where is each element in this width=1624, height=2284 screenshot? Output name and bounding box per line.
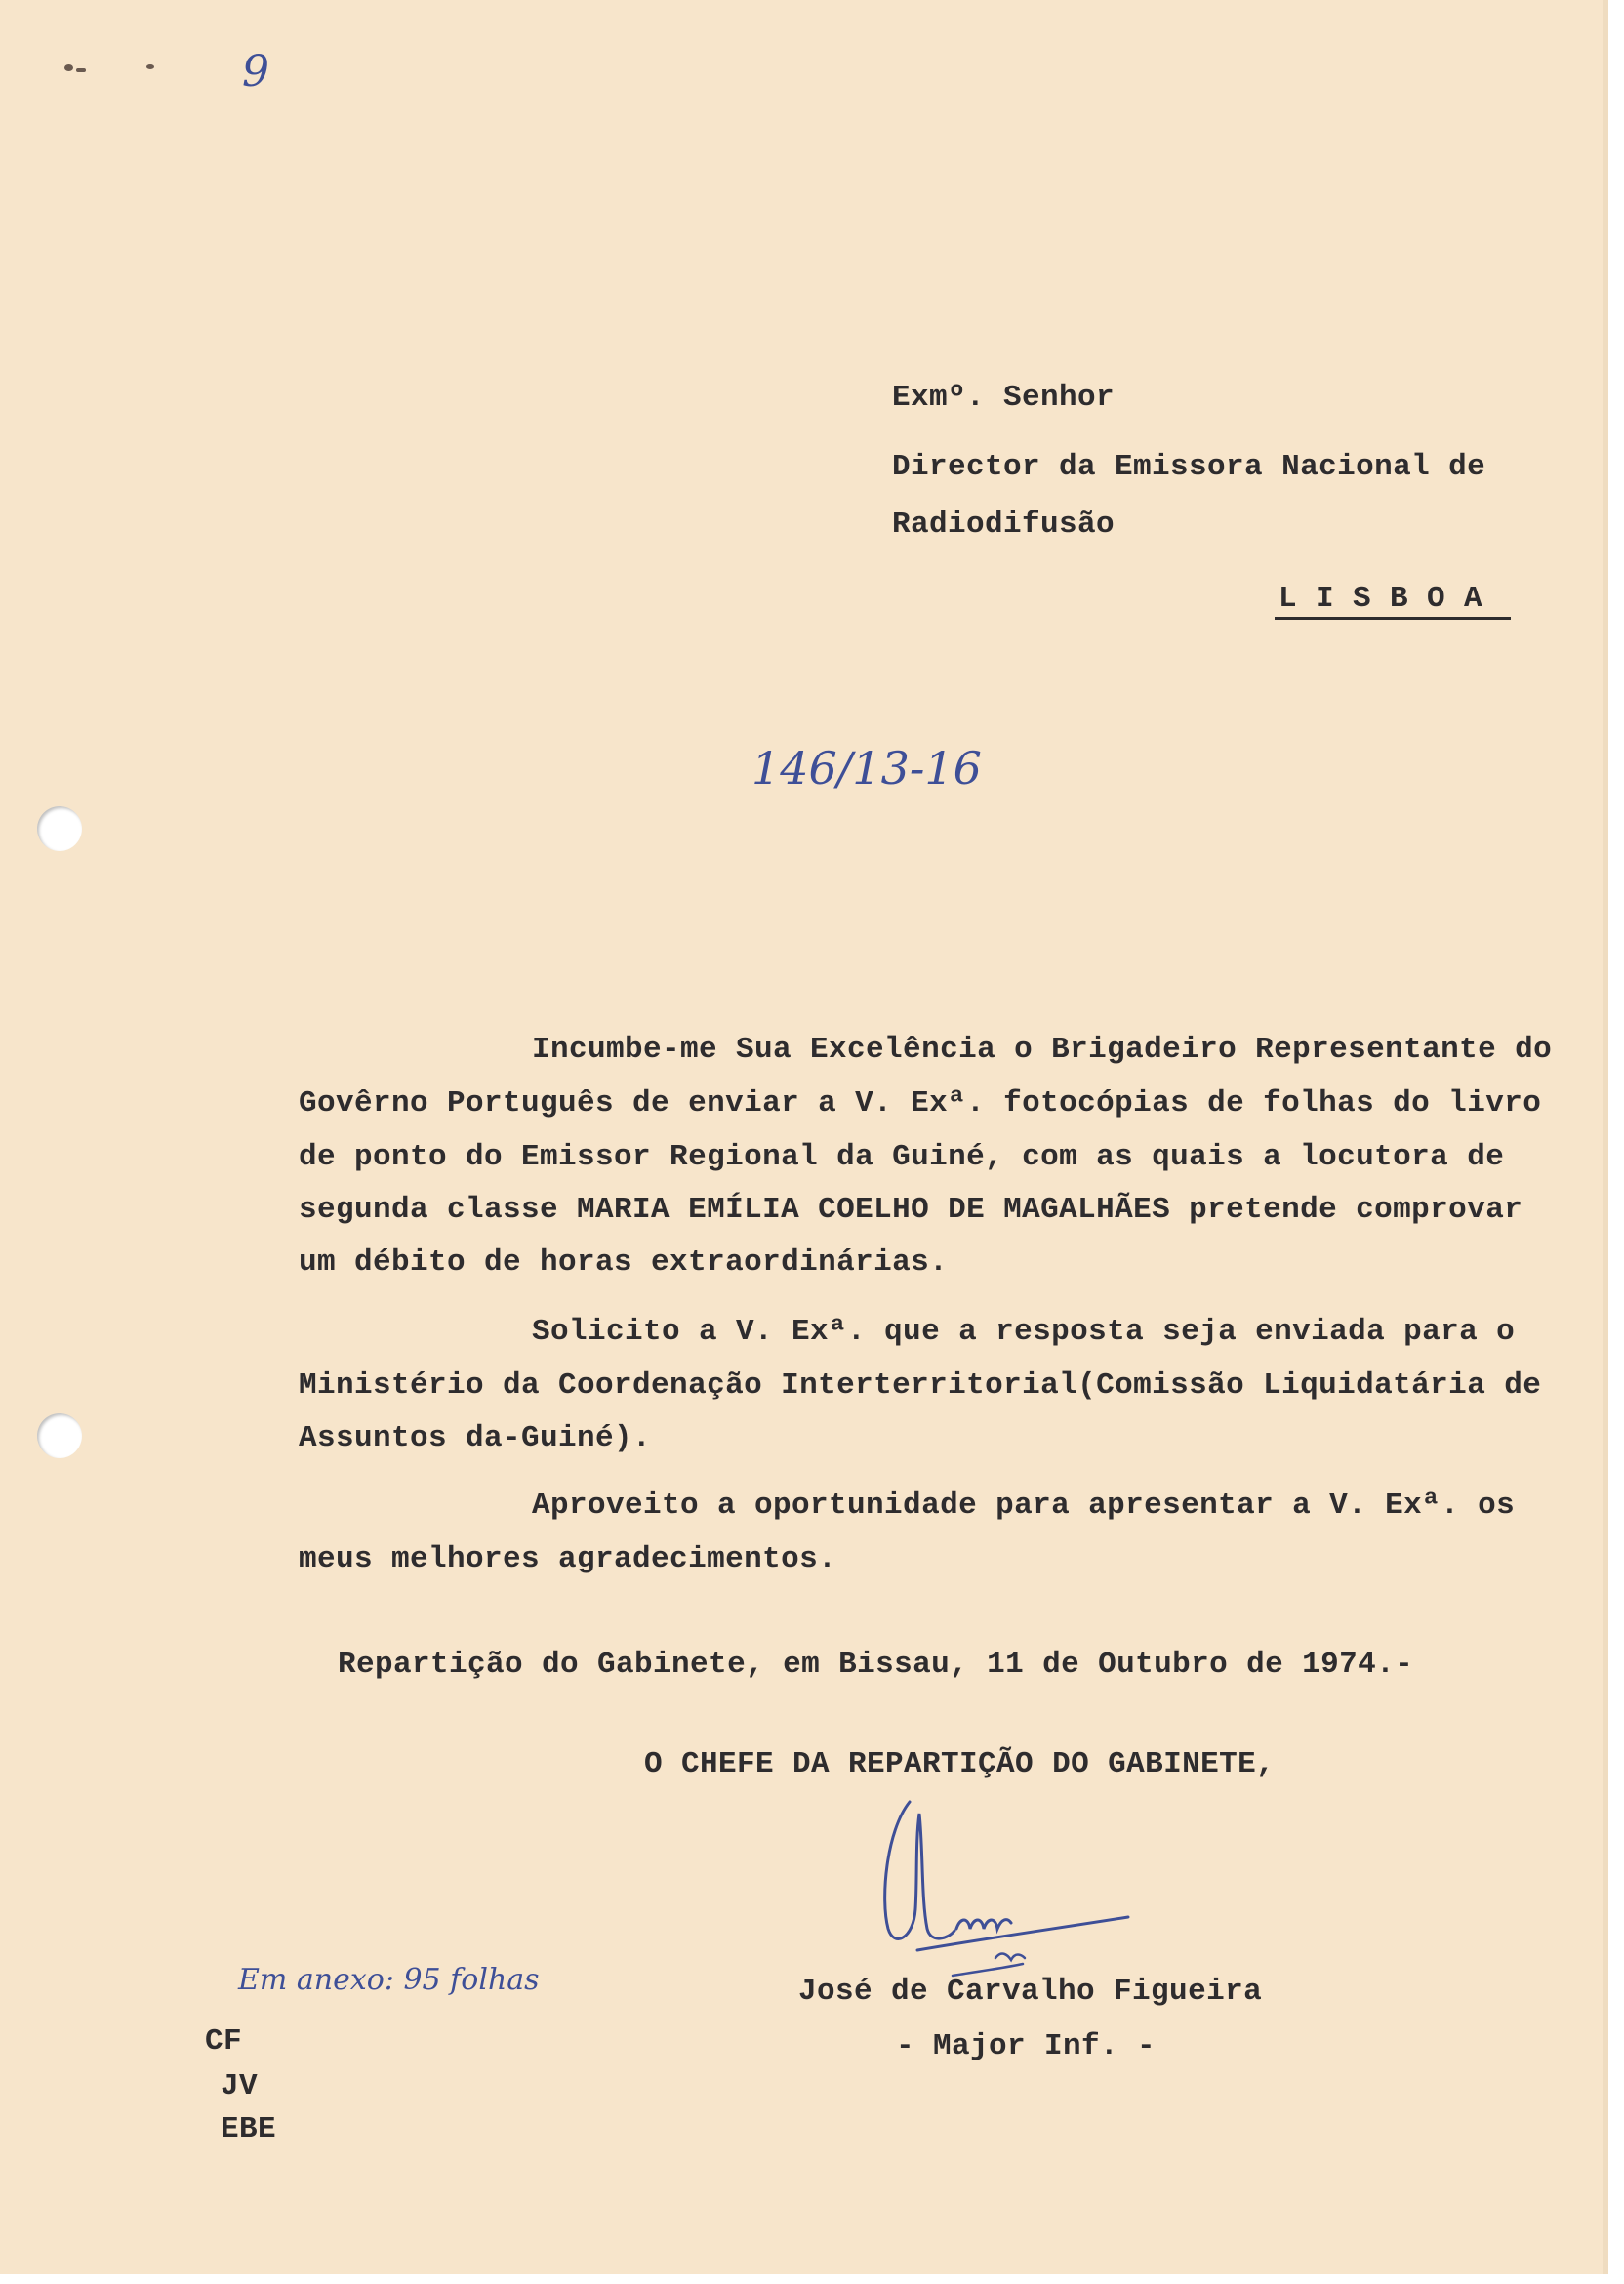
city-underline bbox=[1275, 617, 1511, 620]
body-line: Incumbe-me Sua Excelência o Brigadeiro Representante do bbox=[532, 1033, 1553, 1067]
body-line: Assuntos da-Guiné). bbox=[299, 1421, 652, 1455]
punch-hole-upper bbox=[37, 806, 82, 851]
initials-line: JV bbox=[221, 2069, 259, 2103]
initials-line: CF bbox=[205, 2024, 243, 2059]
place-date: Repartição do Gabinete, em Bissau, 11 de Outubro de 1974.- bbox=[338, 1648, 1414, 1682]
punch-hole-lower bbox=[37, 1413, 82, 1458]
handwritten-signature bbox=[859, 1792, 1171, 1987]
annex-note: Em anexo: 95 folhas bbox=[238, 1963, 540, 1997]
body-line: Solicito a V. Exª. que a resposta seja enviada para o bbox=[532, 1315, 1516, 1349]
addressee-line-2: Radiodifusão bbox=[892, 508, 1116, 542]
reference-number: 146/13-16 bbox=[751, 742, 982, 795]
body-line: Ministério da Coordenação Interterritorial(Comissão Liquidatária de bbox=[299, 1368, 1542, 1403]
addressee-city: L I S B O A bbox=[1279, 582, 1483, 616]
body-line: um débito de horas extraordinárias. bbox=[299, 1245, 949, 1280]
body-line: Aproveito a oportunidade para apresentar a V. Exª. os bbox=[532, 1489, 1516, 1523]
ink-speck bbox=[146, 64, 154, 69]
body-line: segunda classe MARIA EMÍLIA COELHO DE MAGALHÃES pretende comprovar bbox=[299, 1193, 1523, 1227]
ink-speck bbox=[64, 64, 73, 71]
paper-edge bbox=[1603, 0, 1608, 2274]
body-line: Govêrno Português de enviar a V. Exª. fotocópias de folhas do livro bbox=[299, 1086, 1542, 1121]
ink-speck bbox=[76, 68, 86, 72]
page-number: 9 bbox=[242, 47, 269, 97]
body-line: meus melhores agradecimentos. bbox=[299, 1542, 837, 1576]
signatory-rank: - Major Inf. - bbox=[896, 2029, 1157, 2063]
addressee-line-1: Director da Emissora Nacional de bbox=[892, 450, 1486, 484]
signatory-name: José de Carvalho Figueira bbox=[798, 1975, 1263, 2009]
initials-line: EBE bbox=[221, 2112, 277, 2146]
body-line: de ponto do Emissor Regional da Guiné, com as quais a locutora de bbox=[299, 1140, 1505, 1174]
salutation: Exmº. Senhor bbox=[892, 381, 1116, 415]
signature-title: O CHEFE DA REPARTIÇÃO DO GABINETE, bbox=[644, 1747, 1276, 1781]
